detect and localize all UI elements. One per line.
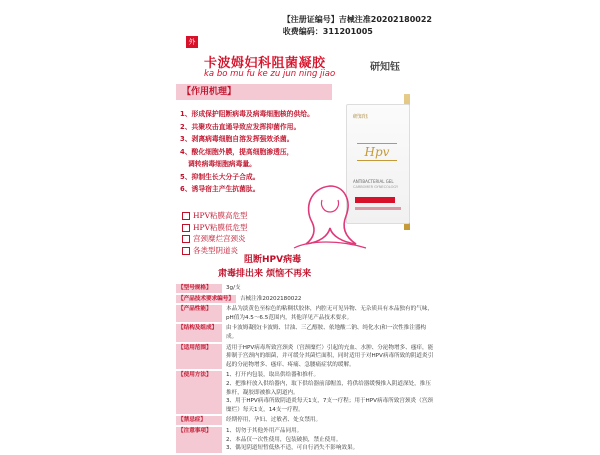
info-row	[176, 344, 434, 370]
product-pinyin: ka bo mu fu ke zu jun ning jiao	[204, 69, 336, 79]
info-value	[240, 295, 434, 304]
cert-number: 【注册证编号】吉械注准20202180022	[282, 15, 432, 24]
info-value-line: 2、把推杆放入供给器内，取下供给器前部帽盖，将供给器缓慢推入阴道深处，推压推杆，凝胶即被推入阴道内。	[226, 380, 431, 396]
info-label: 【使用方法】	[176, 371, 222, 414]
mechanism-item: 调转病毒细胞病毒量。	[188, 160, 256, 168]
info-label: 【注意事项】	[176, 427, 222, 453]
info-value-line: 本品为淡黄色至棕色的粘稠状胶体，内腔无可见异物、无杂质具有本品独有的气味，pH值为4.5～6.5范围内，其他详见产品技术要求。	[226, 306, 433, 321]
registration-block	[283, 14, 432, 38]
info-label: 【适用范围】	[176, 344, 222, 370]
info-row	[176, 371, 434, 414]
mechanism-item: 6、诱导宿主产生抗菌肽。	[180, 185, 260, 193]
info-value-line: 由卡波姆凝胶(卡波姆、甘油、三乙醇胺、依地酸二钠、纯化水)和一次性推注器构成。	[226, 325, 427, 340]
info-value	[226, 427, 434, 453]
info-row	[176, 416, 434, 425]
info-row	[176, 295, 434, 304]
info-row	[176, 427, 434, 453]
box-gel-text: ANTIBACTERIAL GEL	[353, 179, 394, 184]
indication-type	[182, 222, 248, 234]
product-title: 卡波姆妇科阻菌凝胶	[204, 56, 326, 71]
indication-type	[182, 233, 248, 245]
info-value	[226, 284, 434, 293]
mechanism-heading: 【作用机理】	[176, 84, 332, 100]
info-value	[226, 324, 434, 341]
indication-type	[182, 245, 248, 257]
slogan-primary: 阻断HPV病毒	[244, 255, 302, 265]
checkbox-square-icon	[182, 224, 190, 232]
info-value-line: 2、本品仅一次性使用，包装破损，禁止使用。	[226, 436, 342, 443]
info-label: 【结构及组成】	[176, 324, 222, 341]
info-value	[226, 344, 434, 370]
box-hpv-label: Hpv	[357, 143, 397, 161]
brand-name: 研知钰	[370, 62, 400, 73]
checkbox-square-icon	[182, 212, 190, 220]
info-value-line: 1、切勿于其他外用产品同用。	[226, 427, 303, 434]
info-label: 【产品技术要求编号】	[178, 295, 234, 302]
info-value-line: 3g/支	[226, 285, 241, 291]
info-value-line: 经期停用，孕妇、过敏者、处女禁用。	[226, 417, 322, 424]
indication-type-label: 各类型阴道炎	[193, 245, 238, 255]
product-info-table	[176, 284, 434, 455]
info-value	[226, 371, 434, 414]
mechanism-item: 2、共聚攻击直通导致应发挥抑菌作用。	[180, 122, 301, 131]
info-label: 【型号规格】	[176, 284, 222, 293]
box-brand: 研知钰	[353, 114, 369, 120]
checkbox-square-icon	[182, 247, 190, 255]
indication-type	[182, 210, 248, 222]
checkbox-square-icon	[182, 235, 190, 243]
info-label: 【禁忌症】	[176, 416, 222, 425]
info-value-line: 1、打开内包装，取出供给器和推杆。	[226, 372, 320, 379]
info-row	[176, 305, 434, 322]
fee-code: 收费编码：311201005	[282, 27, 373, 36]
info-value-line: 3、用于HPV病毒所致阴道炎每天1支，7支一疗程；用于HPV病毒所致宫颈炎（宫颈糜烂）每天1支，14支一疗程。	[226, 398, 433, 413]
mechanism-item: 1、形成保护阻断病毒及病毒细胞核的供给。	[180, 110, 314, 118]
product-leaflet	[170, 14, 438, 452]
indication-type-label: HPV粘膜低危型	[193, 222, 248, 232]
mechanism-item: 3、剥离病毒细胞自溶发挥强效杀菌。	[180, 135, 294, 143]
indication-types	[182, 210, 248, 256]
info-label: 【产品性能】	[176, 305, 222, 322]
mechanism-item: 5、抑制生长大分子合成。	[180, 172, 260, 181]
info-value-line: 吉械注准20202180022	[239, 295, 302, 302]
info-value	[226, 416, 434, 425]
slogan-secondary: 肃毒排出来 烦恼不再来	[218, 269, 312, 279]
info-value	[226, 305, 434, 322]
woman-silhouette-icon	[270, 182, 380, 252]
box-gel-subtext: CARBOMER GYNECOLOGY	[353, 185, 399, 189]
mechanism-item: 4、酸化细胞外膜，提高细胞渗透压，	[180, 147, 294, 156]
brand-logo: 外	[186, 36, 198, 48]
indication-type-label: HPV粘膜高危型	[193, 211, 248, 220]
info-value-line: 3、偶见阴道短暂低热不适，可自行消失不影响效果。	[226, 445, 359, 452]
info-value-line: 适用于HPV病毒所致宫颈炎（宫颈糜烂）引起的充血、水肿、分泌物增多、瘙痒，能抑制于宫颈内的细菌，并可缓分其菌烂面积，同时适用于对HPV病毒所致的阴道炎引起的分泌物增多、瘙痒、疼痛、急腰痛症状的缓解。	[226, 344, 434, 368]
info-row	[176, 284, 434, 293]
indication-type-label: 宫颈糜烂宫颈炎	[193, 234, 246, 243]
info-row	[176, 324, 434, 341]
